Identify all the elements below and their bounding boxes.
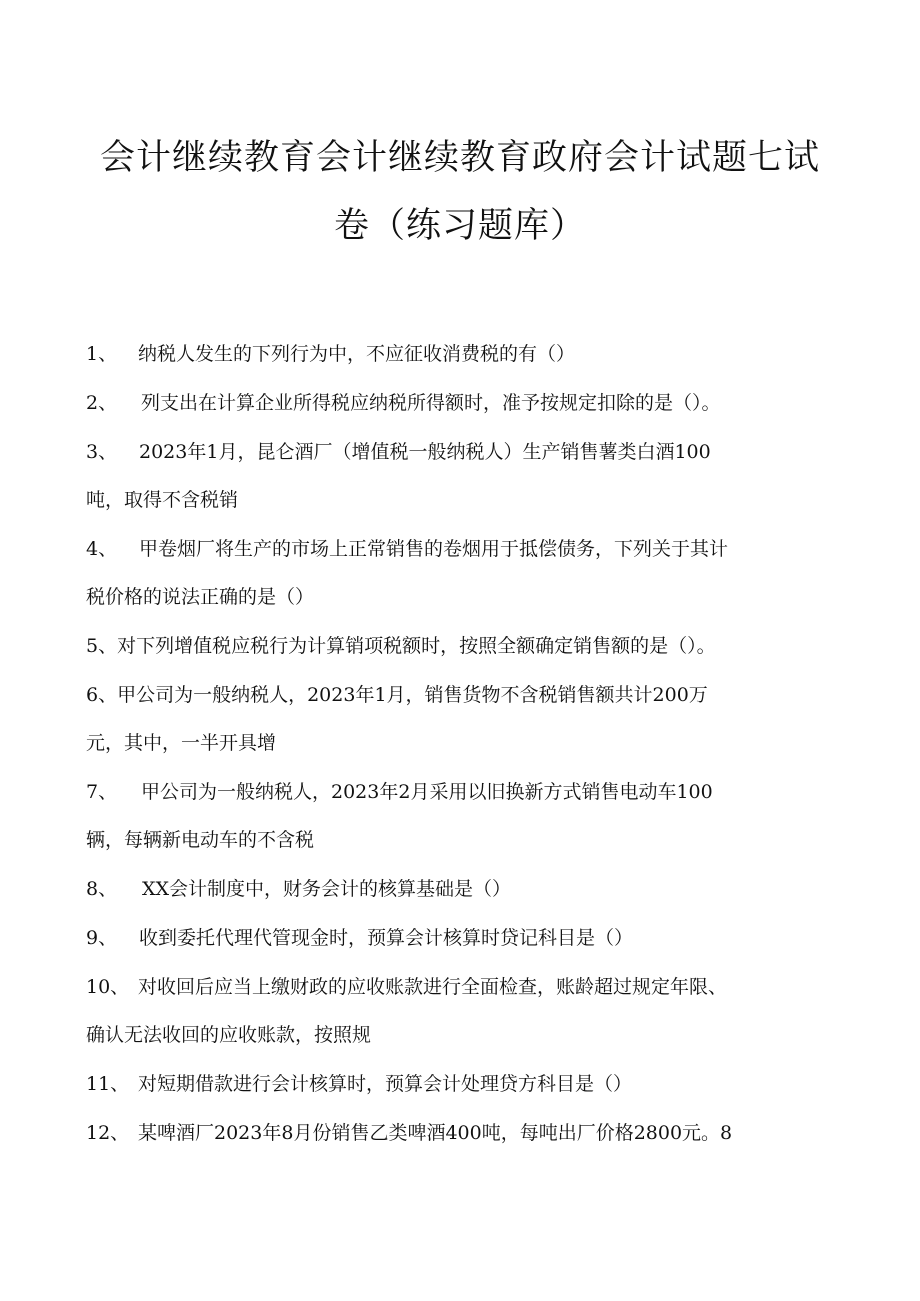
question-text: 列支出在计算企业所得税应纳税所得额时，准予按规定扣除的是（）。 (141, 392, 721, 414)
question-number: 7、 (86, 781, 118, 803)
question-text: 2023年1月，昆仑酒厂（增值税一般纳税人）生产销售薯类白酒100 (139, 441, 711, 463)
question-11 (86, 1072, 632, 1096)
question-number: 1、 (86, 343, 118, 365)
question-text: XX会计制度中，财务会计的核算基础是（） (142, 878, 512, 900)
question-number: 10、 (86, 976, 130, 998)
question-3 (86, 440, 711, 464)
question-number: 11、 (86, 1073, 130, 1095)
question-6 (86, 683, 708, 707)
question-1 (86, 342, 575, 366)
question-number: 9、 (86, 927, 118, 949)
question-text: 收到委托代理代管现金时，预算会计核算时贷记科目是（） (139, 927, 634, 949)
document-title-line-2: 卷（练习题库） (333, 206, 586, 246)
question-4 (86, 537, 728, 561)
question-text: 对短期借款进行会计核算时，预算会计处理贷方科目是（） (138, 1073, 633, 1095)
document-title-line-1: 会计继续教育会计继续教育政府会计试题七试 (99, 138, 820, 178)
question-text: 甲公司为一般纳税人，2023年2月采用以旧换新方式销售电动车100 (141, 781, 713, 803)
question-number: 3、 (86, 441, 118, 463)
question-10-continuation: 确认无法收回的应收账款，按照规 (86, 1024, 372, 1046)
question-5 (86, 634, 716, 658)
question-number: 2、 (86, 392, 118, 414)
question-number: 6、 (86, 684, 118, 706)
question-2 (86, 391, 721, 415)
question-text: 甲公司为一般纳税人，2023年1月，销售货物不含税销售额共计200万 (117, 684, 708, 706)
question-8 (86, 877, 511, 901)
question-12 (86, 1121, 732, 1145)
question-text: 某啤酒厂2023年8月份销售乙类啤酒400吨，每吨出厂价格2800元。8 (138, 1122, 733, 1144)
question-text: 甲卷烟厂将生产的市场上正常销售的卷烟用于抵偿债务，下列关于其计 (139, 538, 729, 560)
question-10 (86, 975, 727, 999)
question-4-continuation: 税价格的说法正确的是（） (86, 586, 315, 608)
question-number: 8、 (86, 878, 118, 900)
question-7 (86, 780, 713, 804)
question-number: 5、 (86, 635, 118, 657)
question-text: 对下列增值税应税行为计算销项税额时，按照全额确定销售额的是（）。 (117, 635, 716, 657)
question-7-continuation: 辆，每辆新电动车的不含税 (86, 829, 315, 851)
question-text: 对收回后应当上缴财政的应收账款进行全面检查，账龄超过规定年限、 (138, 976, 728, 998)
question-9 (86, 926, 633, 950)
question-text: 纳税人发生的下列行为中，不应征收消费税的有（） (138, 343, 576, 365)
question-6-continuation: 元，其中，一半开具增 (86, 732, 277, 754)
question-number: 4、 (86, 538, 118, 560)
question-3-continuation: 吨，取得不含税销 (86, 489, 239, 511)
question-number: 12、 (86, 1122, 130, 1144)
